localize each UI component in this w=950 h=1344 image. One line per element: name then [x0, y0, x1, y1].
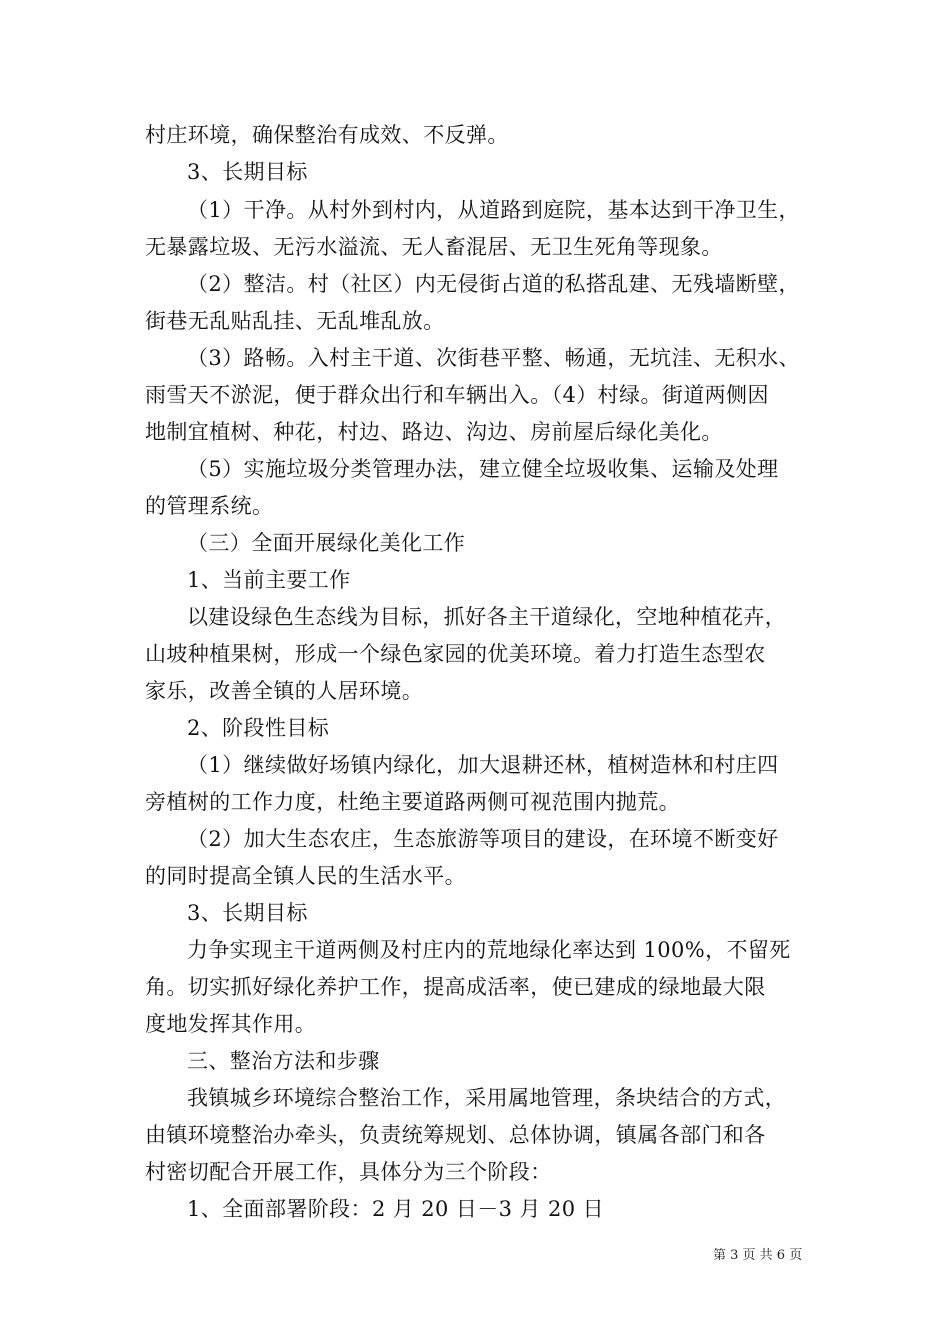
section-heading: （三）全面开展绿化美化工作: [187, 531, 466, 555]
section-heading: 1、当前主要工作: [187, 568, 351, 592]
text-line: 街巷无乱贴乱挂、无乱堆乱放。: [145, 309, 445, 333]
section-heading: 2、阶段性目标: [187, 716, 330, 740]
text-line: 力争实现主干道两侧及村庄内的荒地绿化率达到 100%，不留死: [187, 938, 791, 962]
text-line: 角。切实抓好绿化养护工作，提高成活率，使已建成的绿地最大限: [145, 975, 766, 999]
text-line: 旁植树的工作力度，杜绝主要道路两侧可视范围内抛荒。: [145, 790, 680, 814]
text-line: 我镇城乡环境综合整治工作，采用属地管理，条块结合的方式，: [187, 1086, 787, 1110]
text-line: 以建设绿色生态线为目标，抓好各主干道绿化，空地种植花卉，: [187, 605, 787, 629]
page-number-footer: 第 3 页 共 6 页: [713, 1248, 803, 1263]
text-line: （1）继续做好场镇内绿化，加大退耕还林，植树造林和村庄四: [187, 753, 779, 777]
text-line: 村庄环境，确保整治有成效、不反弹。: [145, 123, 509, 147]
section-heading: 3、长期目标: [187, 901, 308, 925]
section-heading: 3、长期目标: [187, 160, 308, 184]
text-line: 村密切配合开展工作，具体分为三个阶段：: [145, 1160, 552, 1184]
text-line: （2）加大生态农庄，生态旅游等项目的建设，在环境不断变好: [187, 827, 779, 851]
section-heading: 三、整治方法和步骤: [187, 1049, 380, 1073]
text-line: （3）路畅。入村主干道、次街巷平整、畅通，无坑洼、无积水、: [187, 346, 800, 370]
text-line: 无暴露垃圾、无污水溢流、无人畜混居、无卫生死角等现象。: [145, 235, 723, 259]
text-line: 地制宜植树、种花，村边、路边、沟边、房前屋后绿化美化。: [145, 420, 723, 444]
text-line: 家乐，改善全镇的人居环境。: [145, 679, 424, 703]
text-line: 山坡种植果树，形成一个绿色家园的优美环境。着力打造生态型农: [145, 642, 766, 666]
text-line: 由镇环境整治办牵头，负责统筹规划、总体协调，镇属各部门和各: [145, 1123, 766, 1147]
text-line: 的管理系统。: [145, 494, 274, 518]
text-line: 度地发挥其作用。: [145, 1012, 317, 1036]
text-line: （2）整洁。村（社区）内无侵街占道的私搭乱建、无残墙断壁，: [187, 272, 800, 296]
text-line: 1、全面部署阶段：2 月 20 日－3 月 20 日: [187, 1197, 604, 1221]
text-line: 的同时提高全镇人民的生活水平。: [145, 864, 466, 888]
text-line: 雨雪天不淤泥，便于群众出行和车辆出入。（4）村绿。街道两侧因: [145, 383, 769, 407]
text-line: （5）实施垃圾分类管理办法，建立健全垃圾收集、运输及处理: [187, 457, 779, 481]
text-line: （1）干净。从村外到村内，从道路到庭院，基本达到干净卫生，: [187, 198, 800, 222]
